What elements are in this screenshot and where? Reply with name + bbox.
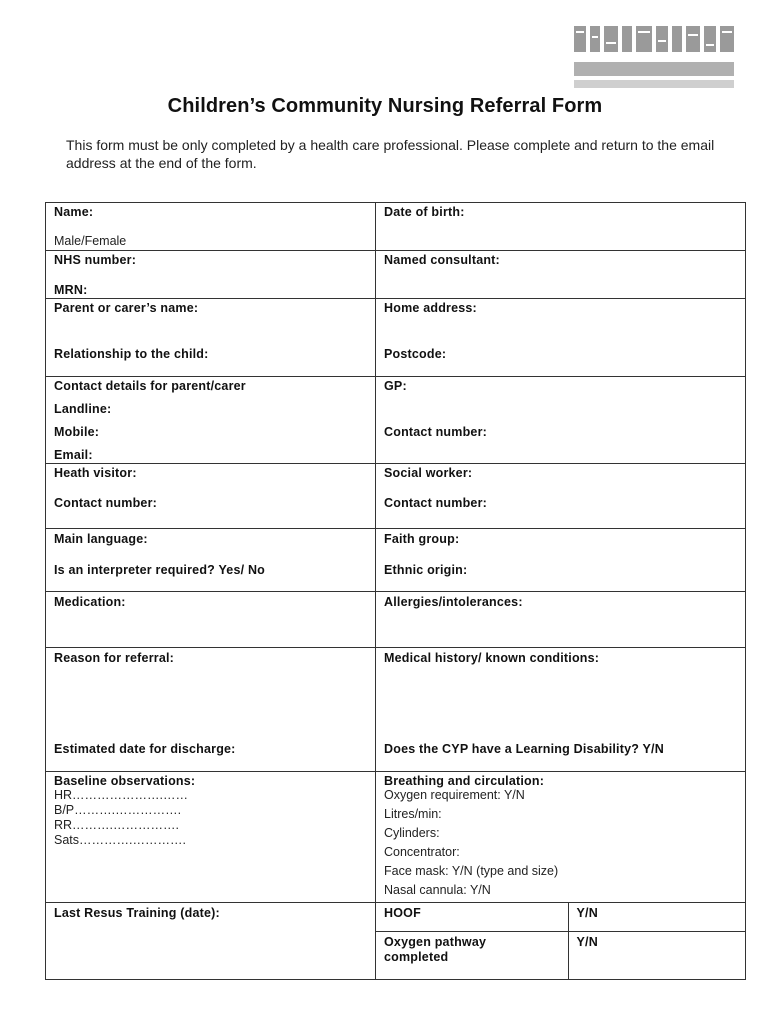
gp-field[interactable] — [376, 377, 746, 464]
gp-contact-label: Contact number: — [384, 425, 487, 439]
oxygen-subtable-cell — [376, 903, 746, 980]
sw-contact-label: Contact number: — [384, 496, 487, 510]
hv-contact-label: Contact number: — [54, 496, 157, 510]
faith-field[interactable] — [376, 529, 746, 592]
consultant-field[interactable] — [376, 251, 746, 299]
relationship-label: Relationship to the child: — [54, 347, 209, 361]
history-label: Medical history/ known conditions: — [384, 651, 600, 665]
pathway-yn-cell[interactable] — [568, 932, 746, 980]
sex-label: Male/Female — [54, 234, 127, 248]
resus-label: Last Resus Training (date): — [54, 906, 220, 920]
home-address-label: Home address: — [384, 301, 477, 315]
hoof-subtable — [376, 903, 746, 979]
reason-label: Reason for referral: — [54, 651, 175, 665]
social-worker-label: Social worker: — [384, 466, 473, 480]
nhs-number-field[interactable] — [46, 251, 376, 299]
medication-field[interactable] — [46, 592, 376, 648]
health-visitor-field[interactable] — [46, 464, 376, 529]
dob-field[interactable] — [376, 203, 746, 251]
resus-field[interactable] — [46, 903, 376, 980]
landline-label: Landline: — [54, 402, 112, 416]
hoof-yn-cell[interactable] — [568, 903, 746, 932]
parent-name-label: Parent or carer’s name: — [54, 301, 199, 315]
contact-details-field[interactable] — [46, 377, 376, 464]
referral-form-table — [45, 202, 746, 980]
dob-label: Date of birth: — [384, 205, 465, 219]
interpreter-label: Is an interpreter required? Yes/ No — [54, 563, 266, 577]
oxygen-requirement-label: Oxygen requirement: Y/N — [384, 788, 525, 802]
breathing-label: Breathing and circulation: — [384, 774, 545, 788]
faith-label: Faith group: — [384, 532, 460, 546]
intro-text: This form must be only completed by a health care professional. Please complete and return to the email address at the end of the form. — [66, 137, 715, 171]
oxygen-pathway-label: Oxygen pathway — [384, 935, 487, 949]
nasal-cannula-label: Nasal cannula: Y/N — [384, 883, 491, 897]
name-label: Name: — [54, 205, 94, 219]
nhs-number-label: NHS number: — [54, 253, 137, 267]
hoof-yn: Y/N — [576, 906, 598, 920]
baseline-field[interactable] — [46, 772, 376, 903]
litres-label: Litres/min: — [384, 807, 442, 821]
discharge-label: Estimated date for discharge: — [54, 742, 236, 756]
social-worker-field[interactable] — [376, 464, 746, 529]
hoof-cell[interactable] — [376, 903, 568, 932]
history-field[interactable] — [376, 648, 746, 772]
name-field[interactable] — [46, 203, 376, 251]
address-field[interactable] — [376, 299, 746, 377]
bp-label: B/P……….……………. — [54, 803, 182, 817]
breathing-field[interactable] — [376, 772, 746, 903]
hr-label: HR………………….…… — [54, 788, 189, 802]
mobile-label: Mobile: — [54, 425, 100, 439]
oxygen-pathway-completed-label: completed — [384, 950, 449, 964]
postcode-label: Postcode: — [384, 347, 447, 361]
contact-details-label: Contact details for parent/carer — [54, 379, 246, 393]
main-language-label: Main language: — [54, 532, 148, 546]
reason-field[interactable] — [46, 648, 376, 772]
form-title: Children’s Community Nursing Referral Form — [167, 95, 603, 117]
mrn-label: MRN: — [54, 283, 88, 297]
rr-label: RR……….……………. — [54, 818, 179, 832]
allergies-label: Allergies/intolerances: — [384, 595, 523, 609]
allergies-field[interactable] — [376, 592, 746, 648]
ethnic-label: Ethnic origin: — [384, 563, 468, 577]
medication-label: Medication: — [54, 595, 126, 609]
cylinders-label: Cylinders: — [384, 826, 440, 840]
language-field[interactable] — [46, 529, 376, 592]
face-mask-label: Face mask: Y/N (type and size) — [384, 864, 559, 878]
learning-disability-label: Does the CYP have a Learning Disability? Y/N — [384, 742, 664, 756]
hoof-label: HOOF — [384, 906, 421, 920]
pathway-yn: Y/N — [576, 935, 598, 949]
parent-field[interactable] — [46, 299, 376, 377]
sats-label: Sats………….…………. — [54, 833, 186, 847]
health-visitor-label: Heath visitor: — [54, 466, 137, 480]
gp-label: GP: — [384, 379, 407, 393]
email-label: Email: — [54, 448, 93, 462]
consultant-label: Named consultant: — [384, 253, 500, 267]
nhs-trust-logo — [570, 22, 738, 94]
concentrator-label: Concentrator: — [384, 845, 460, 859]
oxygen-pathway-cell[interactable] — [376, 932, 568, 980]
baseline-label: Baseline observations: — [54, 774, 196, 788]
